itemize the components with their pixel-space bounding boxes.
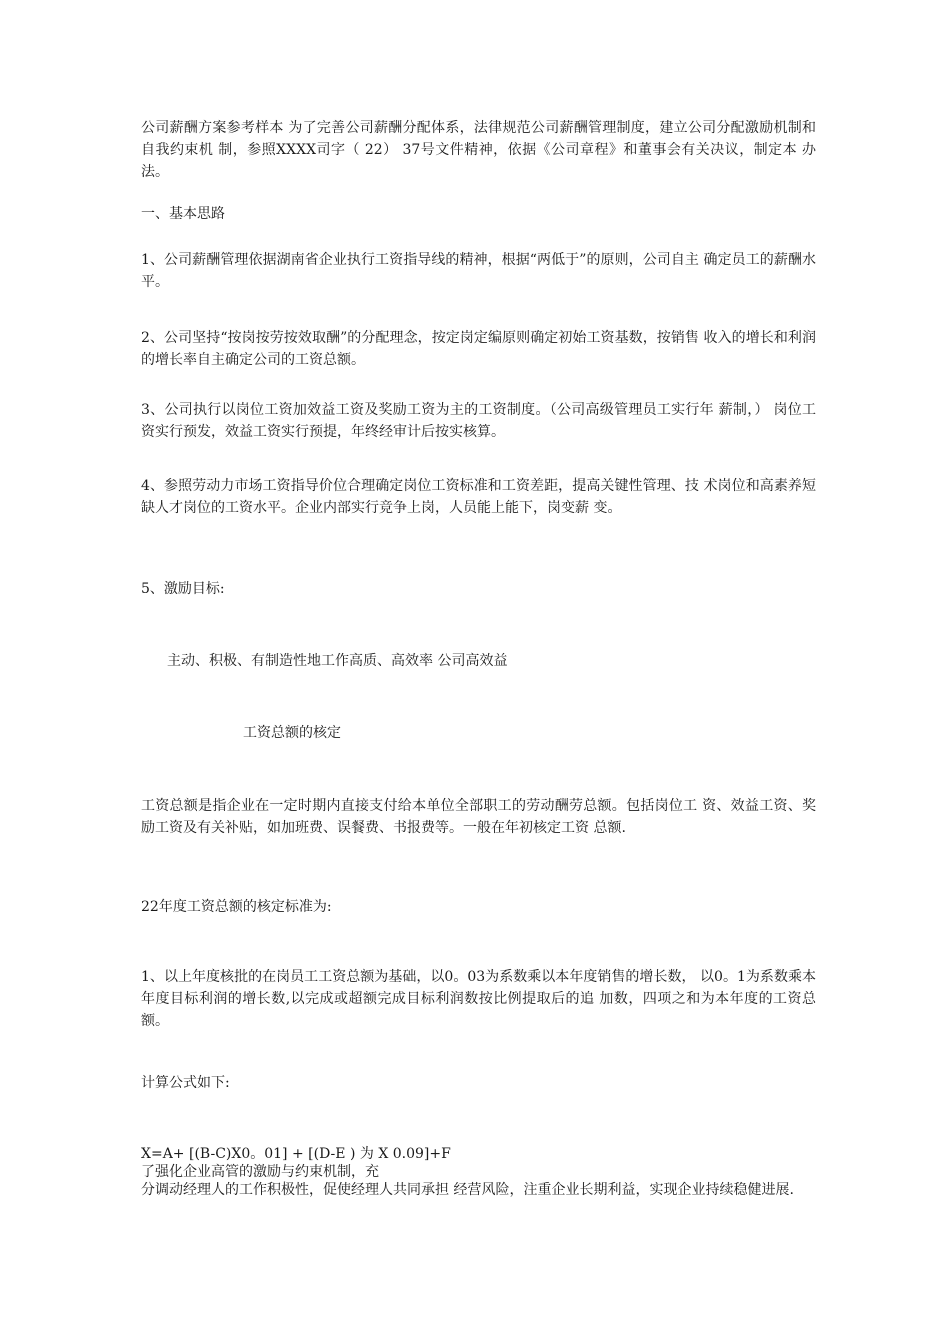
paragraph-item-3: 3、公司执行以岗位工资加效益工资及奖励工资为主的工资制度。（公司高级管理员工实行年 薪制，） 岗位工资实行预发，效益工资实行预提，年终经审计后按实核算。 [141, 402, 816, 440]
rule-paragraph-1: 1、以上年度核批的在岗员工工资总额为基础，以0。03为系数乘以本年度销售的增长数， 以0。1为系数乘本年度目标利润的增长数,以完成或超额完成目标利润数按比例提取后的追 加数，四项之和为本年度的工资总额。 [141, 969, 816, 1029]
intro-paragraph: 公司薪酬方案参考样本 为了完善公司薪酬分配体系，法律规范公司薪酬管理制度，建立公司分配激励机制和自我约束机 制，参照XXXX司字（ 22） 37号文件精神，依据《公司章程》和董事会有关决议，制定本 办法。 [141, 120, 816, 180]
paragraph-item-2: 2、公司坚持“按岗按劳按效取酬”的分配理念，按定岗定编原则确定初始工资基数，按销售 收入的增长和利润的增长率自主确定公司的工资总额。 [141, 330, 816, 368]
standard-heading: 22年度工资总额的核定标准为: [141, 899, 332, 915]
incentive-goals-line: 主动、积极、有制造性地工作高质、高效率 公司高效益 [167, 653, 508, 669]
closing-line-2: 分调动经理人的工作积极性，促使经理人共同承担 经营风险，注重企业长期利益，实现企业持续稳健进展. [141, 1182, 794, 1198]
section-heading-basic-ideas: 一、基本思路 [141, 206, 225, 222]
paragraph-item-1: 1、公司薪酬管理依据湖南省企业执行工资指导线的精神，根据“两低于”的原则，公司自主 确定员工的薪酬水平。 [141, 252, 816, 290]
formula-heading: 计算公式如下: [141, 1075, 230, 1091]
formula-line: X=A+ [(B-C)X0。01] + [(D-E ) 为 X 0.09]+F [141, 1146, 451, 1162]
closing-line-1: 了强化企业高管的激励与约束机制，充 [141, 1164, 379, 1180]
section-heading-wage-total: 工资总额的核定 [243, 725, 341, 741]
paragraph-item-4: 4、参照劳动力市场工资指导价位合理确定岗位工资标准和工资差距，提高关键性管理、技 术岗位和高素养短缺人才岗位的工资水平。企业内部实行竞争上岗，人员能上能下，岗变薪 变。 [141, 478, 816, 516]
paragraph-item-5: 5、激励目标: [141, 581, 225, 597]
wage-total-definition: 工资总额是指企业在一定时期内直接支付给本单位全部职工的劳动酬劳总额。包括岗位工 资、效益工资、奖励工资及有关补贴，如加班费、误餐费、书报费等。一般在年初核定工资 总额. [141, 798, 816, 836]
